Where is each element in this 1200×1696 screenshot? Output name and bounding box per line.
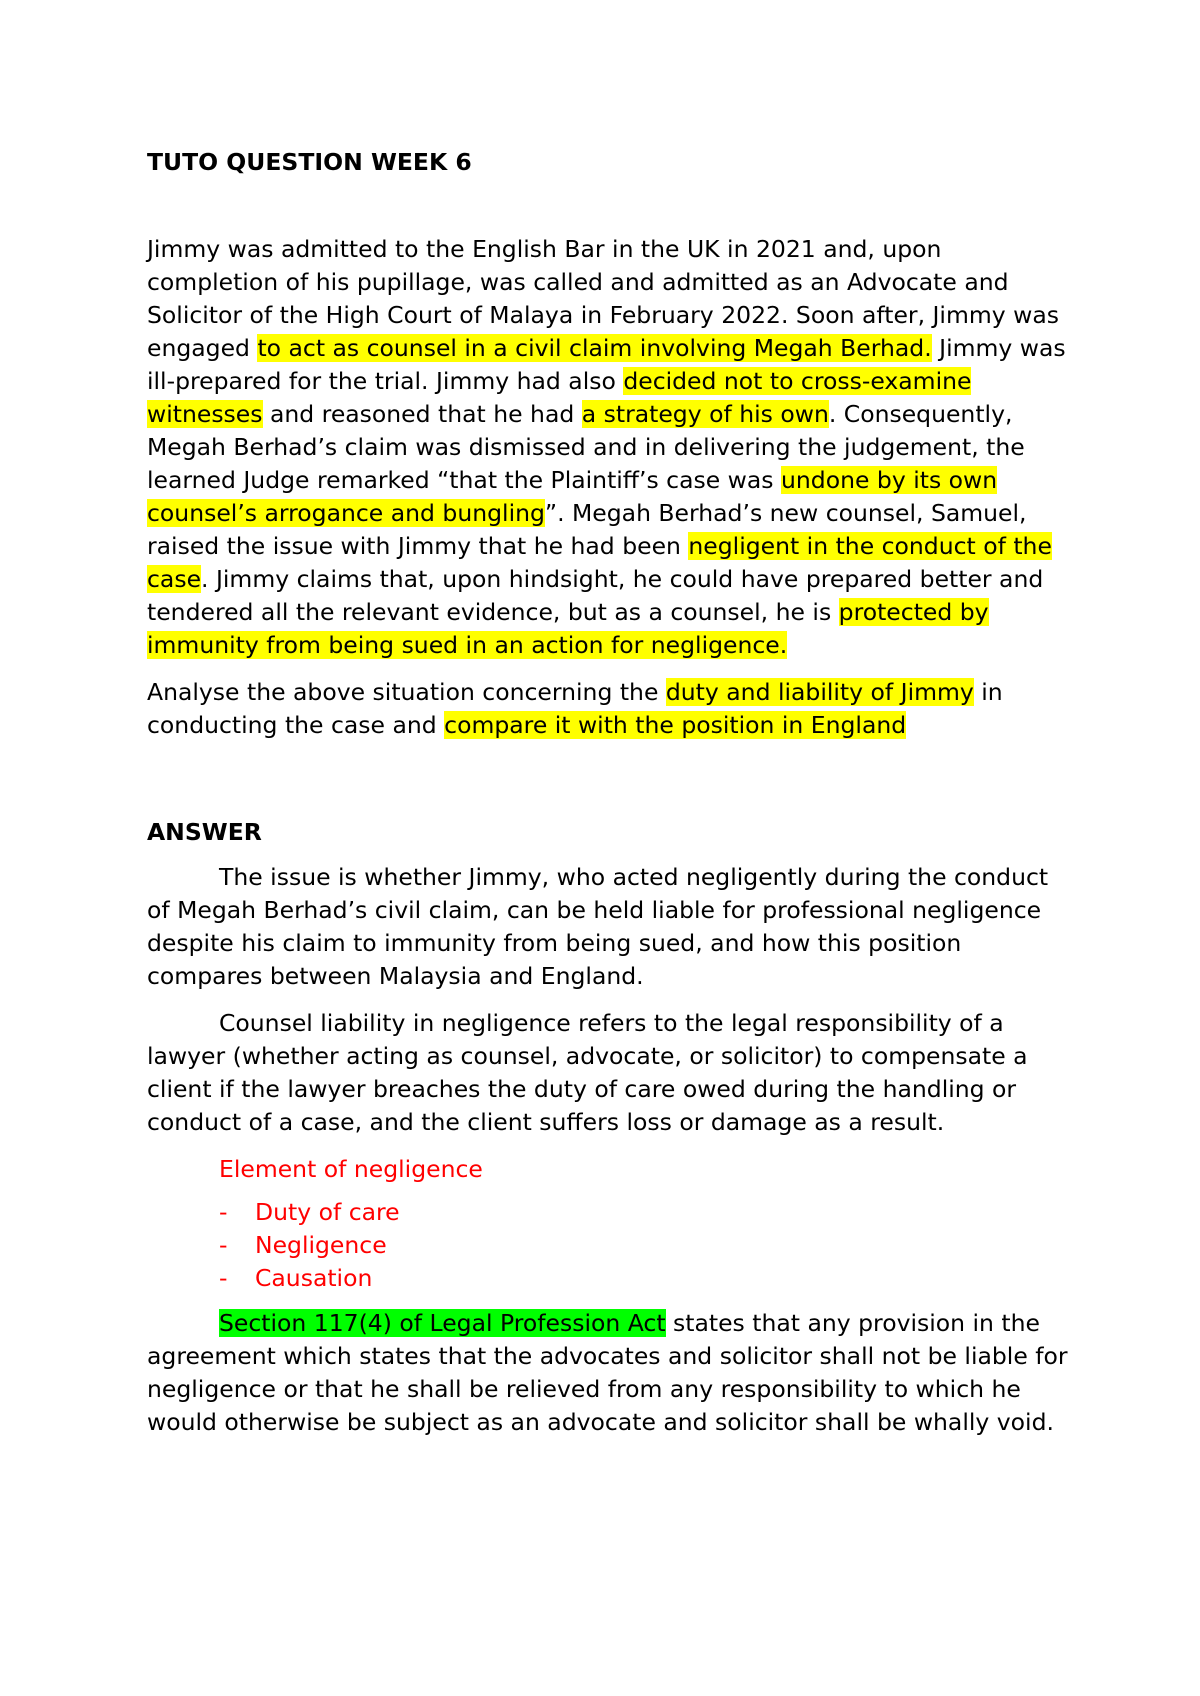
elements-heading: Element of negligence [219, 1155, 483, 1183]
answer-paragraph-section [147, 1307, 1077, 1439]
answer-paragraph-definition: Counsel liability in negligence refers to the legal responsibility of a lawyer (whether acting as counsel, advocate, or solicitor) to compensate a client if the lawyer breaches the duty of care owed during the handling or conduct of a case, and the client suffers loss or damage as a result. [147, 1009, 1028, 1136]
answer-heading: ANSWER [147, 818, 262, 846]
statute-reference: Section 117(4) of Legal Profession Act [219, 1309, 666, 1337]
elements-list [147, 1196, 1077, 1295]
answer-paragraph-issue: The issue is whether Jimmy, who acted negligently during the conduct of Megah Berhad’s civil claim, can be held liable for professional negligence despite his claim to immunity from being sued, and how this position compares between Malaysia and England. [147, 863, 1049, 990]
list-item [219, 1262, 1077, 1295]
highlight: to act as counsel in a civil claim involving Megah Berhad. [257, 334, 932, 362]
statute-text: states that any provision in the agreement which states that the advocates and solicitor shall not be liable for negligence or that he shall be relieved from any responsibility to which he would otherwise be subject as an advocate and solicitor shall be whally void. [147, 1309, 1068, 1436]
highlight: compare it with the position in England [444, 711, 907, 739]
highlight: a strategy of his own [581, 400, 829, 428]
question-text: ”. Megah Berhad’s new counsel, Samuel, raised the issue with Jimmy that he had been [147, 499, 1027, 560]
question-text: Analyse the above situation concerning the [147, 678, 666, 706]
page-title: TUTO QUESTION WEEK 6 [147, 148, 472, 176]
question-text: Jimmy was admitted to the English Bar in the UK in 2021 and, upon completion of his pupillage, was called and admitted as an Advocate and Solicitor of the High Court of Malaya in February 2022. Soon after, Jimmy was engaged [147, 235, 1059, 362]
question-text: in conducting the case and [147, 678, 1003, 739]
highlight: decided not to cross-examine witnesses [147, 367, 972, 428]
question-paragraph [147, 233, 1077, 662]
highlight: undone by its own counsel’s arrogance and bungling [147, 466, 998, 527]
list-item-label: Causation [255, 1264, 373, 1292]
question-instruction [147, 676, 1077, 742]
question-text: Jimmy was ill-prepared for the trial. Jimmy had also [147, 334, 1066, 395]
highlight: protected by immunity from being sued in an action for negligence. [147, 598, 989, 659]
bullet-dash: - [219, 1264, 228, 1292]
bullet-dash: - [219, 1231, 228, 1259]
question-text: . Jimmy claims that, upon hindsight, he could have prepared better and tendered all the relevant evidence, but as a counsel, he is [147, 565, 1044, 626]
bullet-dash: - [219, 1198, 228, 1226]
highlight: duty and liability of Jimmy [665, 678, 974, 706]
document-body [147, 140, 1077, 1439]
list-item [219, 1196, 1077, 1229]
question-text: and reasoned that he had [262, 400, 582, 428]
highlight: negligent in the conduct of the case [147, 532, 1052, 593]
list-item [219, 1229, 1077, 1262]
question-text: . Consequently, Megah Berhad’s claim was dismissed and in delivering the judgement, the learned Judge remarked “that the Plaintiff’s case was [147, 400, 1025, 494]
list-item-label: Duty of care [255, 1198, 400, 1226]
list-item-label: Negligence [255, 1231, 387, 1259]
